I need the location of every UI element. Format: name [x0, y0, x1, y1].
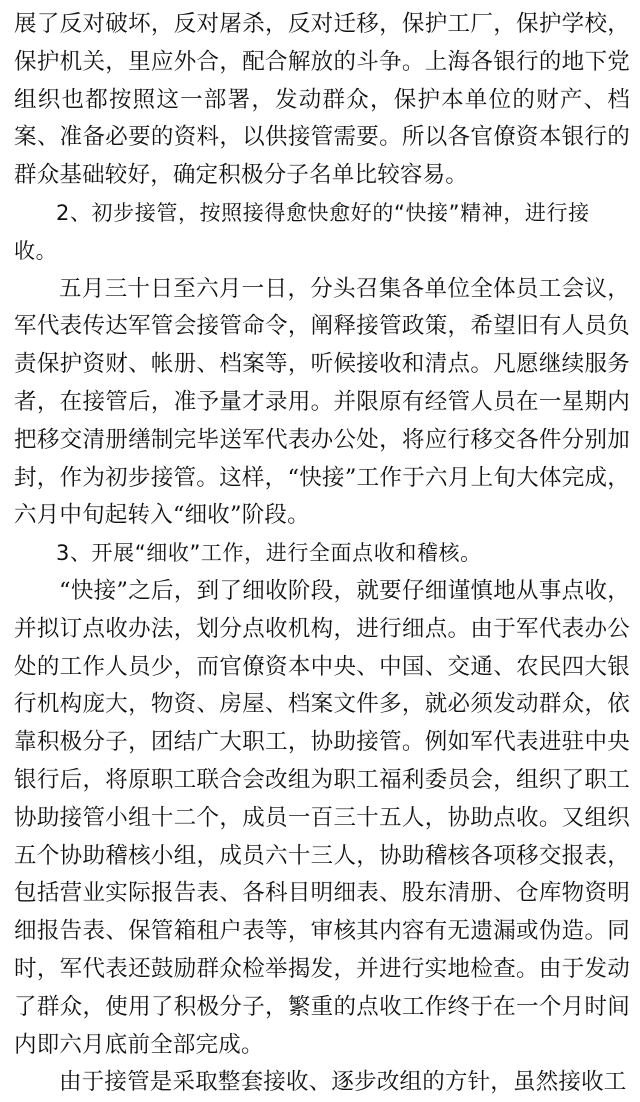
paragraph-detailed-collection: “快接”之后，到了细收阶段，就要仔细谨慎地从事点收，并拟订点收办法，划分点收机构，进行细点。由于军代表办公处的工作人员少，而官僚资本中央、中国、交通、农民四大银行机构庞大，物资、房屋、档案文件多，就必须发动群众，依靠积极分子，团结广大职工，协助接管。例如军代表进驻中央银行后，将原职工联合会改组为职工福利委员会，组织了职工协助接管小组十二个，成员一百三十五人，协助点收。又组织五个协助稽核小组，成员六十三人，协助稽核各项移交报表，包括营业实际报告表、各科目明细表、股东清册、仓库物资明细报告表、保管箱租户表等，审核其内容有无遗漏或伪造。同时，军代表还鼓励群众检举揭发，并进行实地检查。由于发动了群众，使用了积极分子，繁重的点收工作终于在一个月时间内即六月底前全部完成。 [14, 577, 630, 1058]
paragraph-intro: 展了反对破坏，反对屠杀，反对迁移，保护工厂，保护学校，保护机关，里应外合，配合解放的斗争。上海各银行的地下党组织也都按照这一部署，发动群众，保护本单位的财产、档案、准备必要的资料，以供接管需要。所以各官僚资本银行的群众基础较好，确定积极分子名单比较容易。 [14, 11, 630, 189]
paragraph-initial-takeover: 五月三十日至六月一日，分头召集各单位全体员工会议，军代表传达军管会接管命令，阐释接管政策，希望旧有人员负责保护资财、帐册、档案等，听候接收和清点。凡愿继续服务者，在接管后，准予量才录用。并限原有经管人员在一星期内把移交清册缮制完毕送军代表办公处，将应行移交各件分别加封，作为初步接管。这样，“快接”工作于六月上旬大体完成，六月中旬起转入“细收”阶段。 [14, 275, 630, 529]
paragraph-continuation: 由于接管是采取整套接收、逐步改组的方针，虽然接收工 [59, 1069, 627, 1096]
section-heading-3: 3、开展“细收”工作，进行全面点收和稽核。 [56, 541, 482, 566]
section-heading-2: 2、初步接管，按照接得愈快愈好的“快接”精神，进行接收。 [14, 200, 590, 263]
